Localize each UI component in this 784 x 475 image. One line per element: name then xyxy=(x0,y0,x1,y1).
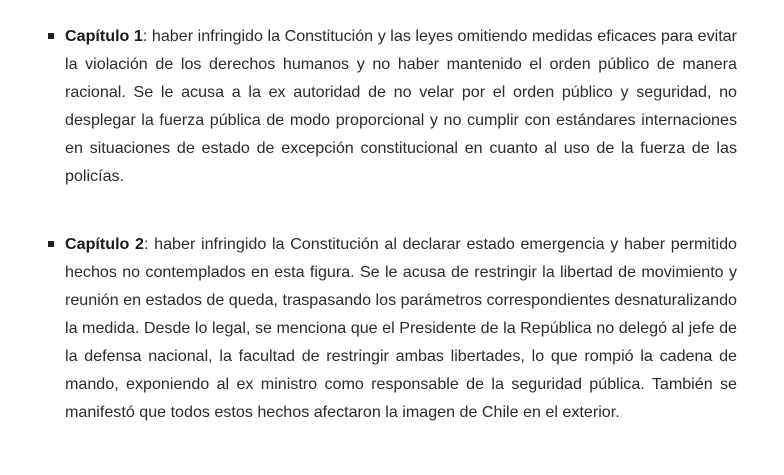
chapter-2-separator: : xyxy=(144,235,155,253)
chapter-1-text: haber infringido la Constitución y las leyes omitiendo medidas eficaces para evitar la violación de los derechos humanos y no haber mantenido el orden público de manera racional. Se le acusa a la ex autoridad de no velar por el orden público y seguridad, no desplegar la fuerza pública de modo proporcional y no cumplir con estándares internaciones en situaciones de estado de excepción constitucional en cuanto al uso de la fuerza de las policías. xyxy=(65,27,737,185)
list-item-chapter-2 xyxy=(65,230,737,426)
chapter-1-label: Capítulo 1 xyxy=(65,27,143,45)
list-item-chapter-1 xyxy=(65,22,737,190)
chapter-1-separator: : xyxy=(142,27,152,45)
square-bullet-icon xyxy=(48,33,54,39)
square-bullet-icon xyxy=(48,241,54,247)
chapter-2-text: haber infringido la Constitución al declarar estado emergencia y haber permitido hechos no contemplados en esta figura. Se le acusa de restringir la libertad de movimiento y reunión en estados de queda, traspasando los parámetros correspondientes desnaturalizando la medida. Desde lo legal, se menciona que el Presidente de la República no delegó al jefe de la defensa nacional, la facultad de restringir ambas libertades, lo que rompió la cadena de mando, exponiendo al ex ministro como responsable de la seguridad pública. También se manifestó que todos estos hechos afectaron la imagen de Chile en el exterior. xyxy=(65,235,737,421)
chapter-2-label: Capítulo 2 xyxy=(65,235,144,253)
